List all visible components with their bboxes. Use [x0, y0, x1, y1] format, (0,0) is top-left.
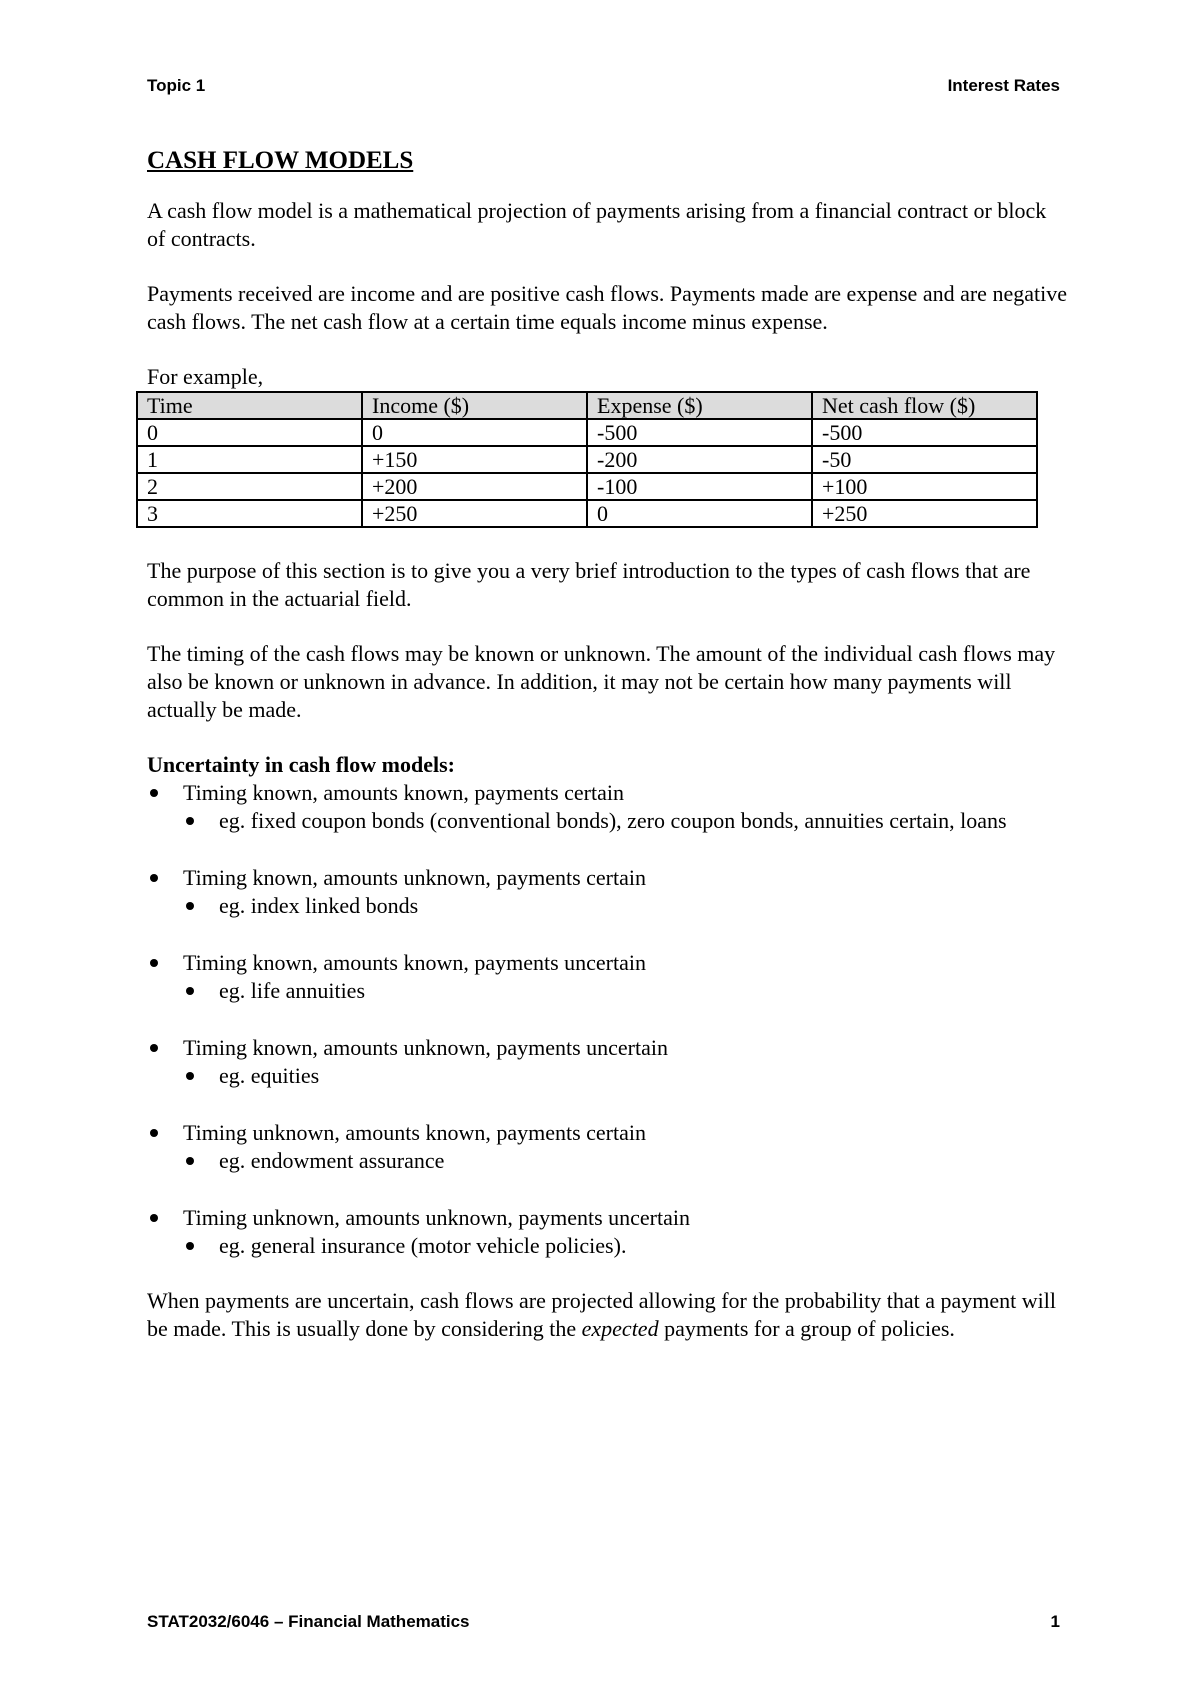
- bullet-icon: [150, 1044, 158, 1052]
- header-section: Interest Rates: [947, 76, 1060, 95]
- column-header: Expense ($): [587, 392, 812, 419]
- timing-paragraph: The timing of the cash flows may be known or unknown. The amount of the individual cash flows may also be known or unknown in advance. In addition, it may not be certain how many payments will actually be made.: [147, 641, 1056, 722]
- column-header: Time: [137, 392, 362, 419]
- uncertainty-list: [147, 779, 1067, 1260]
- list-item: [147, 779, 1067, 835]
- example-text: eg. general insurance (motor vehicle policies).: [219, 1233, 627, 1258]
- table-cell: 0: [362, 419, 587, 446]
- table-cell: 2: [137, 473, 362, 500]
- page-footer: [147, 1612, 1060, 1632]
- sub-list-item: [183, 1147, 1067, 1175]
- bullet-icon: [186, 1157, 194, 1165]
- bullet-icon: [150, 789, 158, 797]
- page-number: 1: [1050, 1612, 1060, 1631]
- table-cell: -500: [812, 419, 1037, 446]
- closing-text-end: payments for a group of policies.: [658, 1316, 955, 1341]
- page-header: [147, 76, 1060, 96]
- sub-list: [183, 977, 1067, 1005]
- bullet-icon: [186, 817, 194, 825]
- table-cell: +250: [362, 500, 587, 527]
- sub-list-item: [183, 892, 1067, 920]
- list-item-text: Timing known, amounts unknown, payments uncertain: [183, 1035, 668, 1060]
- example-text: eg. endowment assurance: [219, 1148, 445, 1173]
- bullet-icon: [186, 902, 194, 910]
- page-title: CASH FLOW MODELS: [147, 147, 414, 174]
- table-cell: 0: [587, 500, 812, 527]
- list-item-text: Timing known, amounts unknown, payments certain: [183, 865, 646, 890]
- list-item-text: Timing unknown, amounts known, payments certain: [183, 1120, 646, 1145]
- example-text: eg. fixed coupon bonds (conventional bonds), zero coupon bonds, annuities certain, loans: [219, 808, 1007, 833]
- sub-list: [183, 1232, 1067, 1260]
- example-text: eg. index linked bonds: [219, 893, 419, 918]
- sub-list: [183, 807, 1067, 835]
- table-cell: +200: [362, 473, 587, 500]
- list-item-text: Timing known, amounts known, payments certain: [183, 780, 624, 805]
- list-item-text: Timing unknown, amounts unknown, payments uncertain: [183, 1205, 690, 1230]
- table-row: [137, 419, 1037, 446]
- list-item: [147, 864, 1067, 920]
- uncertainty-heading: Uncertainty in cash flow models:: [147, 752, 455, 777]
- income-expense-paragraph: Payments received are income and are positive cash flows. Payments made are expense and are negative cash flows. The net cash flow at a certain time equals income minus expense.: [147, 281, 1067, 334]
- document-body: [147, 147, 1067, 1343]
- sub-list-item: [183, 977, 1067, 1005]
- table-cell: +250: [812, 500, 1037, 527]
- list-item: [147, 1034, 1067, 1090]
- bullet-icon: [150, 959, 158, 967]
- table-cell: -500: [587, 419, 812, 446]
- intro-paragraph: A cash flow model is a mathematical projection of payments arising from a financial contract or block of contracts.: [147, 198, 1047, 251]
- bullet-icon: [150, 1214, 158, 1222]
- table-row: [137, 473, 1037, 500]
- table-row: [137, 500, 1037, 527]
- table-row: [137, 446, 1037, 473]
- closing-text-start: When payments are uncertain, cash flows are projected allowing for the probability that a payment will be made. This is usually done by considering the: [147, 1288, 1057, 1341]
- bullet-icon: [186, 1242, 194, 1250]
- table-cell: -50: [812, 446, 1037, 473]
- table-cell: 0: [137, 419, 362, 446]
- bullet-icon: [150, 1129, 158, 1137]
- list-item: [147, 949, 1067, 1005]
- sub-list-item: [183, 1062, 1067, 1090]
- sub-list: [183, 892, 1067, 920]
- sub-list-item: [183, 1232, 1067, 1260]
- column-header: Income ($): [362, 392, 587, 419]
- closing-paragraph: [147, 1287, 1067, 1343]
- column-header: Net cash flow ($): [812, 392, 1037, 419]
- example-lead: For example,: [147, 364, 264, 389]
- table-cell: -100: [587, 473, 812, 500]
- sub-list: [183, 1062, 1067, 1090]
- list-item: [147, 1119, 1067, 1175]
- bullet-icon: [186, 1072, 194, 1080]
- table-cell: -200: [587, 446, 812, 473]
- bullet-icon: [186, 987, 194, 995]
- bullet-icon: [150, 874, 158, 882]
- table-cell: 1: [137, 446, 362, 473]
- example-text: eg. equities: [219, 1063, 320, 1088]
- table-header-row: [137, 392, 1037, 419]
- list-item-text: Timing known, amounts known, payments uncertain: [183, 950, 646, 975]
- example-text: eg. life annuities: [219, 978, 366, 1003]
- footer-course: STAT2032/6046 – Financial Mathematics: [147, 1612, 470, 1631]
- table-cell: +150: [362, 446, 587, 473]
- closing-emphasis: expected: [581, 1316, 659, 1341]
- sub-list-item: [183, 807, 1067, 835]
- table-cell: 3: [137, 500, 362, 527]
- purpose-paragraph: The purpose of this section is to give you a very brief introduction to the types of cash flows that are common in the actuarial field.: [147, 558, 1031, 611]
- table-cell: +100: [812, 473, 1037, 500]
- sub-list: [183, 1147, 1067, 1175]
- cash-flow-table: [136, 391, 1038, 528]
- list-item: [147, 1204, 1067, 1260]
- header-topic: Topic 1: [147, 76, 206, 95]
